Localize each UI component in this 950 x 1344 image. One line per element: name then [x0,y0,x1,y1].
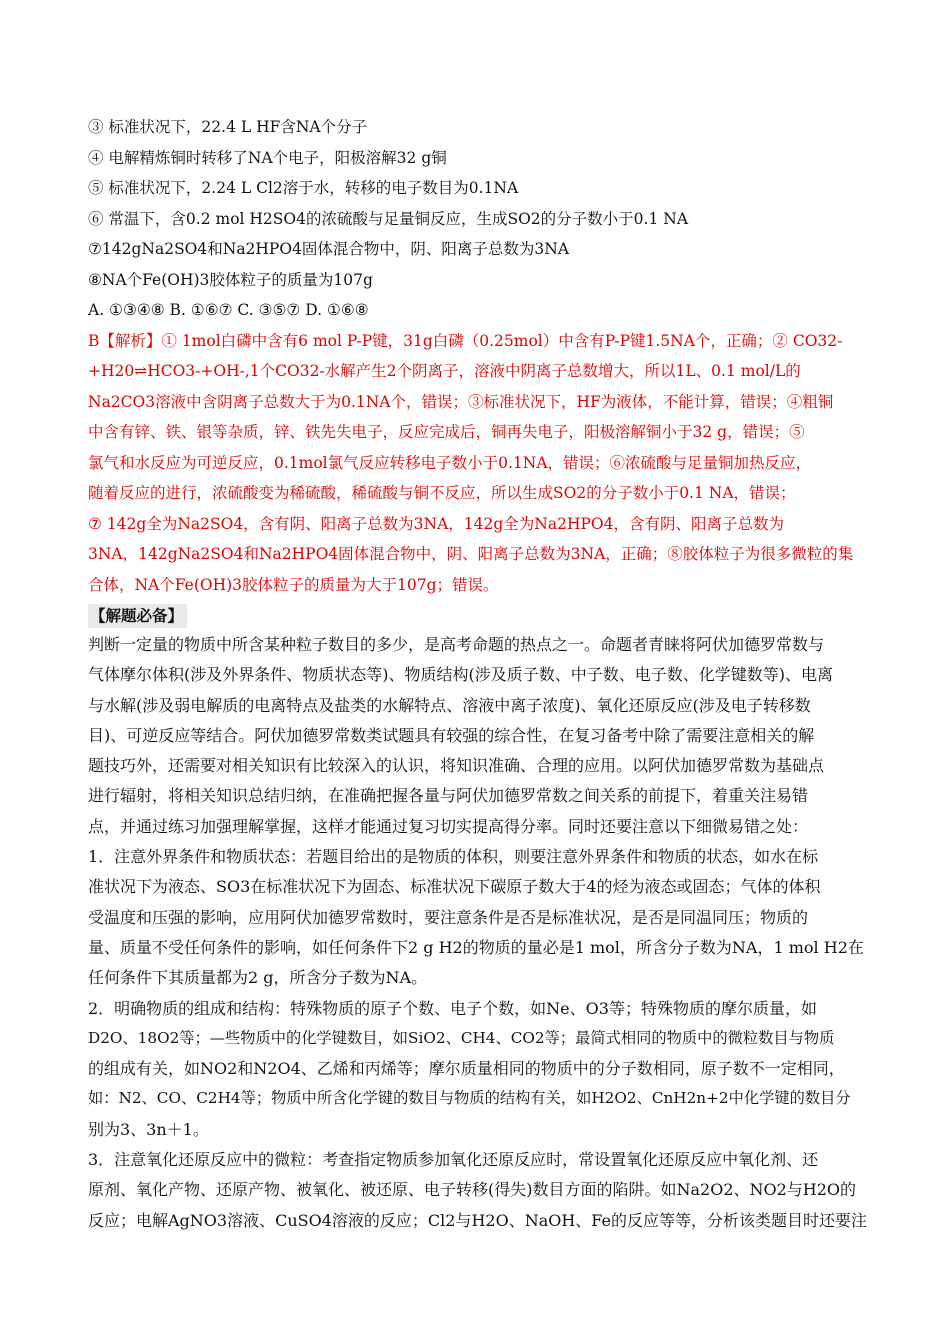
option-line: ⑧NA个Fe(OH)3胶体粒子的质量为107g [88,270,373,289]
body-line: 反应；电解AgNO3溶液、CuSO4溶液的反应；Cl2与H2O、NaOH、Fe的反应等等，分析该类题目时还要注 [88,1210,867,1230]
body-line: 准状况下为液态、SO3在标准状况下为固态、标准状况下碳原子数大于4的烃为液态或固态；气体的体积 [88,877,821,897]
explanation-line: 氯气和水反应为可逆反应，0.1mol氯气反应转移电子数小于0.1NA，错误；⑥浓硫酸与足量铜加热反应， [88,453,812,472]
option-line: ⑦142gNa2SO4和Na2HPO4固体混合物中，阴、阳离子总数为3NA [88,240,570,258]
explanation-line: +H20⇌HCO3-+OH-,1个CO32-水解产生2个阴离子，溶液中阴离子总数增大，所以1L、0.1 mol/L的 [88,362,801,380]
option-line: ③ 标准状况下，22.4 L HF含NA个分子 [88,118,368,136]
body-line: 别为3、3n＋1。 [88,1119,209,1139]
option-line: ⑤ 标准状况下，2.24 L Cl2溶于水，转移的电子数目为0.1NA [88,179,519,197]
body-line: 任何条件下其质量都为2 g，所含分子数为NA。 [88,968,428,988]
body-line: 题技巧外，还需要对相关知识有比较深入的认识，将知识准确、合理的应用。以阿伏加德罗常数为基础点 [88,756,825,776]
body-line: 目)、可逆反应等结合。阿伏加德罗常数类试题具有较强的综合性，在复习备考中除了需要注意相关的解 [88,725,815,745]
option-line: ⑥ 常温下，含0.2 mol H2SO4的浓硫酸与足量铜反应，生成SO2的分子数小于0.1 NA [88,209,689,228]
explanation-line: 随着反应的进行，浓硫酸变为稀硫酸，稀硫酸与铜不反应，所以生成SO2的分子数小于0.1 NA，错误； [88,484,796,502]
explanation-line: 合体，NA个Fe(OH)3胶体粒子的质量为大于107g；错误。 [88,575,499,594]
body-line: 2．明确物质的组成和结构：特殊物质的原子个数、电子个数，如Ne、O3等；特殊物质的摩尔质量，如 [88,998,817,1018]
body-line: 量、质量不受任何条件的影响，如任何条件下2 g H2的物质的量必是1 mol，所含分子数为NA，1 mol H2在 [88,937,864,957]
body-line: 1．注意外界条件和物质状态：若题目给出的是物质的体积，则要注意外界条件和物质的状态，如水在标 [88,847,819,867]
body-line: 原剂、氧化产物、还原产物、被氧化、被还原、电子转移(得失)数目方面的陷阱。如Na2O2、NO2与H2O的 [88,1180,857,1200]
body-line: 3．注意氧化还原反应中的微粒：考查指定物质参加氧化还原反应时，常设置氧化还原反应中氧化剂、还 [88,1150,819,1170]
explanation-line: 3NA，142gNa2SO4和Na2HPO4固体混合物中，阴、阳离子总数为3NA，正确；⑧胶体粒子为很多微粒的集 [88,545,854,563]
question-options [88,112,868,326]
body-line: 判断一定量的物质中所含某种粒子数目的多少，是高考命题的热点之一。命题者青睐将阿伏加德罗常数与 [88,635,825,654]
body-line: 进行辐射，将相关知识总结归纳，在准确把握各量与阿伏加德罗常数之间关系的前提下，着重关注易错 [88,786,809,806]
body-line: 如：N2、CO、C2H4等；物质中所含化学键的数目与物质的结构有关，如H2O2、CnH2n+2中化学键的数目分 [88,1089,851,1108]
explanation-line: B【解析】① 1mol白磷中含有6 mol P-P键，31g白磷（0.25mol）中含有P-P键1.5NA个，正确；② CO32- [88,331,843,350]
body-line: 受温度和压强的影响，应用阿伏加德罗常数时，要注意条件是否是标准状况，是否是同温同压；物质的 [88,907,809,927]
body-line: 与水解(涉及弱电解质的电离特点及盐类的水解特点、溶液中离子浓度)、氧化还原反应(涉及电子转移数 [88,695,811,715]
body-line: 气体摩尔体积(涉及外界条件、物质状态等)、物质结构(涉及质子数、中子数、电子数、化学键数等)、电离 [88,665,833,685]
section-body [88,632,868,1238]
body-line: 点，并通过练习加强理解掌握，这样才能通过复习切实提高得分率。同时还要注意以下细微易错之处： [88,816,809,836]
answer-choices: A. ①③④⑧ B. ①⑥⑦ C. ③⑤⑦ D. ①⑥⑧ [88,301,369,319]
explanation-line: ⑦ 142g全为Na2SO4，含有阴、阳离子总数为3NA，142g全为Na2HPO4，含有阴、阳离子总数为 [88,514,784,533]
option-line: ④ 电解精炼铜时转移了NA个电子，阳极溶解32 g铜 [88,148,447,167]
section-heading: 【解题必备】 [88,604,187,628]
answer-explanation [88,326,868,601]
explanation-line: Na2CO3溶液中含阴离子总数大于为0.1NA个，错误；③标准状况下，HF为液体，不能计算，错误；④粗铜 [88,392,834,411]
document-page [88,112,868,1238]
body-line: D2O、18O2等；—些物质中的化学键数目，如SiO2、CH4、CO2等；最简式相同的物质中的微粒数目与物质 [88,1028,835,1047]
explanation-line: 中含有锌、铁、银等杂质，锌、铁先失电子，反应完成后，铜再失电子，阳极溶解铜小于32 g，错误；⑤ [88,423,805,441]
body-line: 的组成有关，如NO2和N2O4、乙烯和丙烯等；摩尔质量相同的物质中的分子数相同，原子数不一定相同， [88,1059,845,1079]
